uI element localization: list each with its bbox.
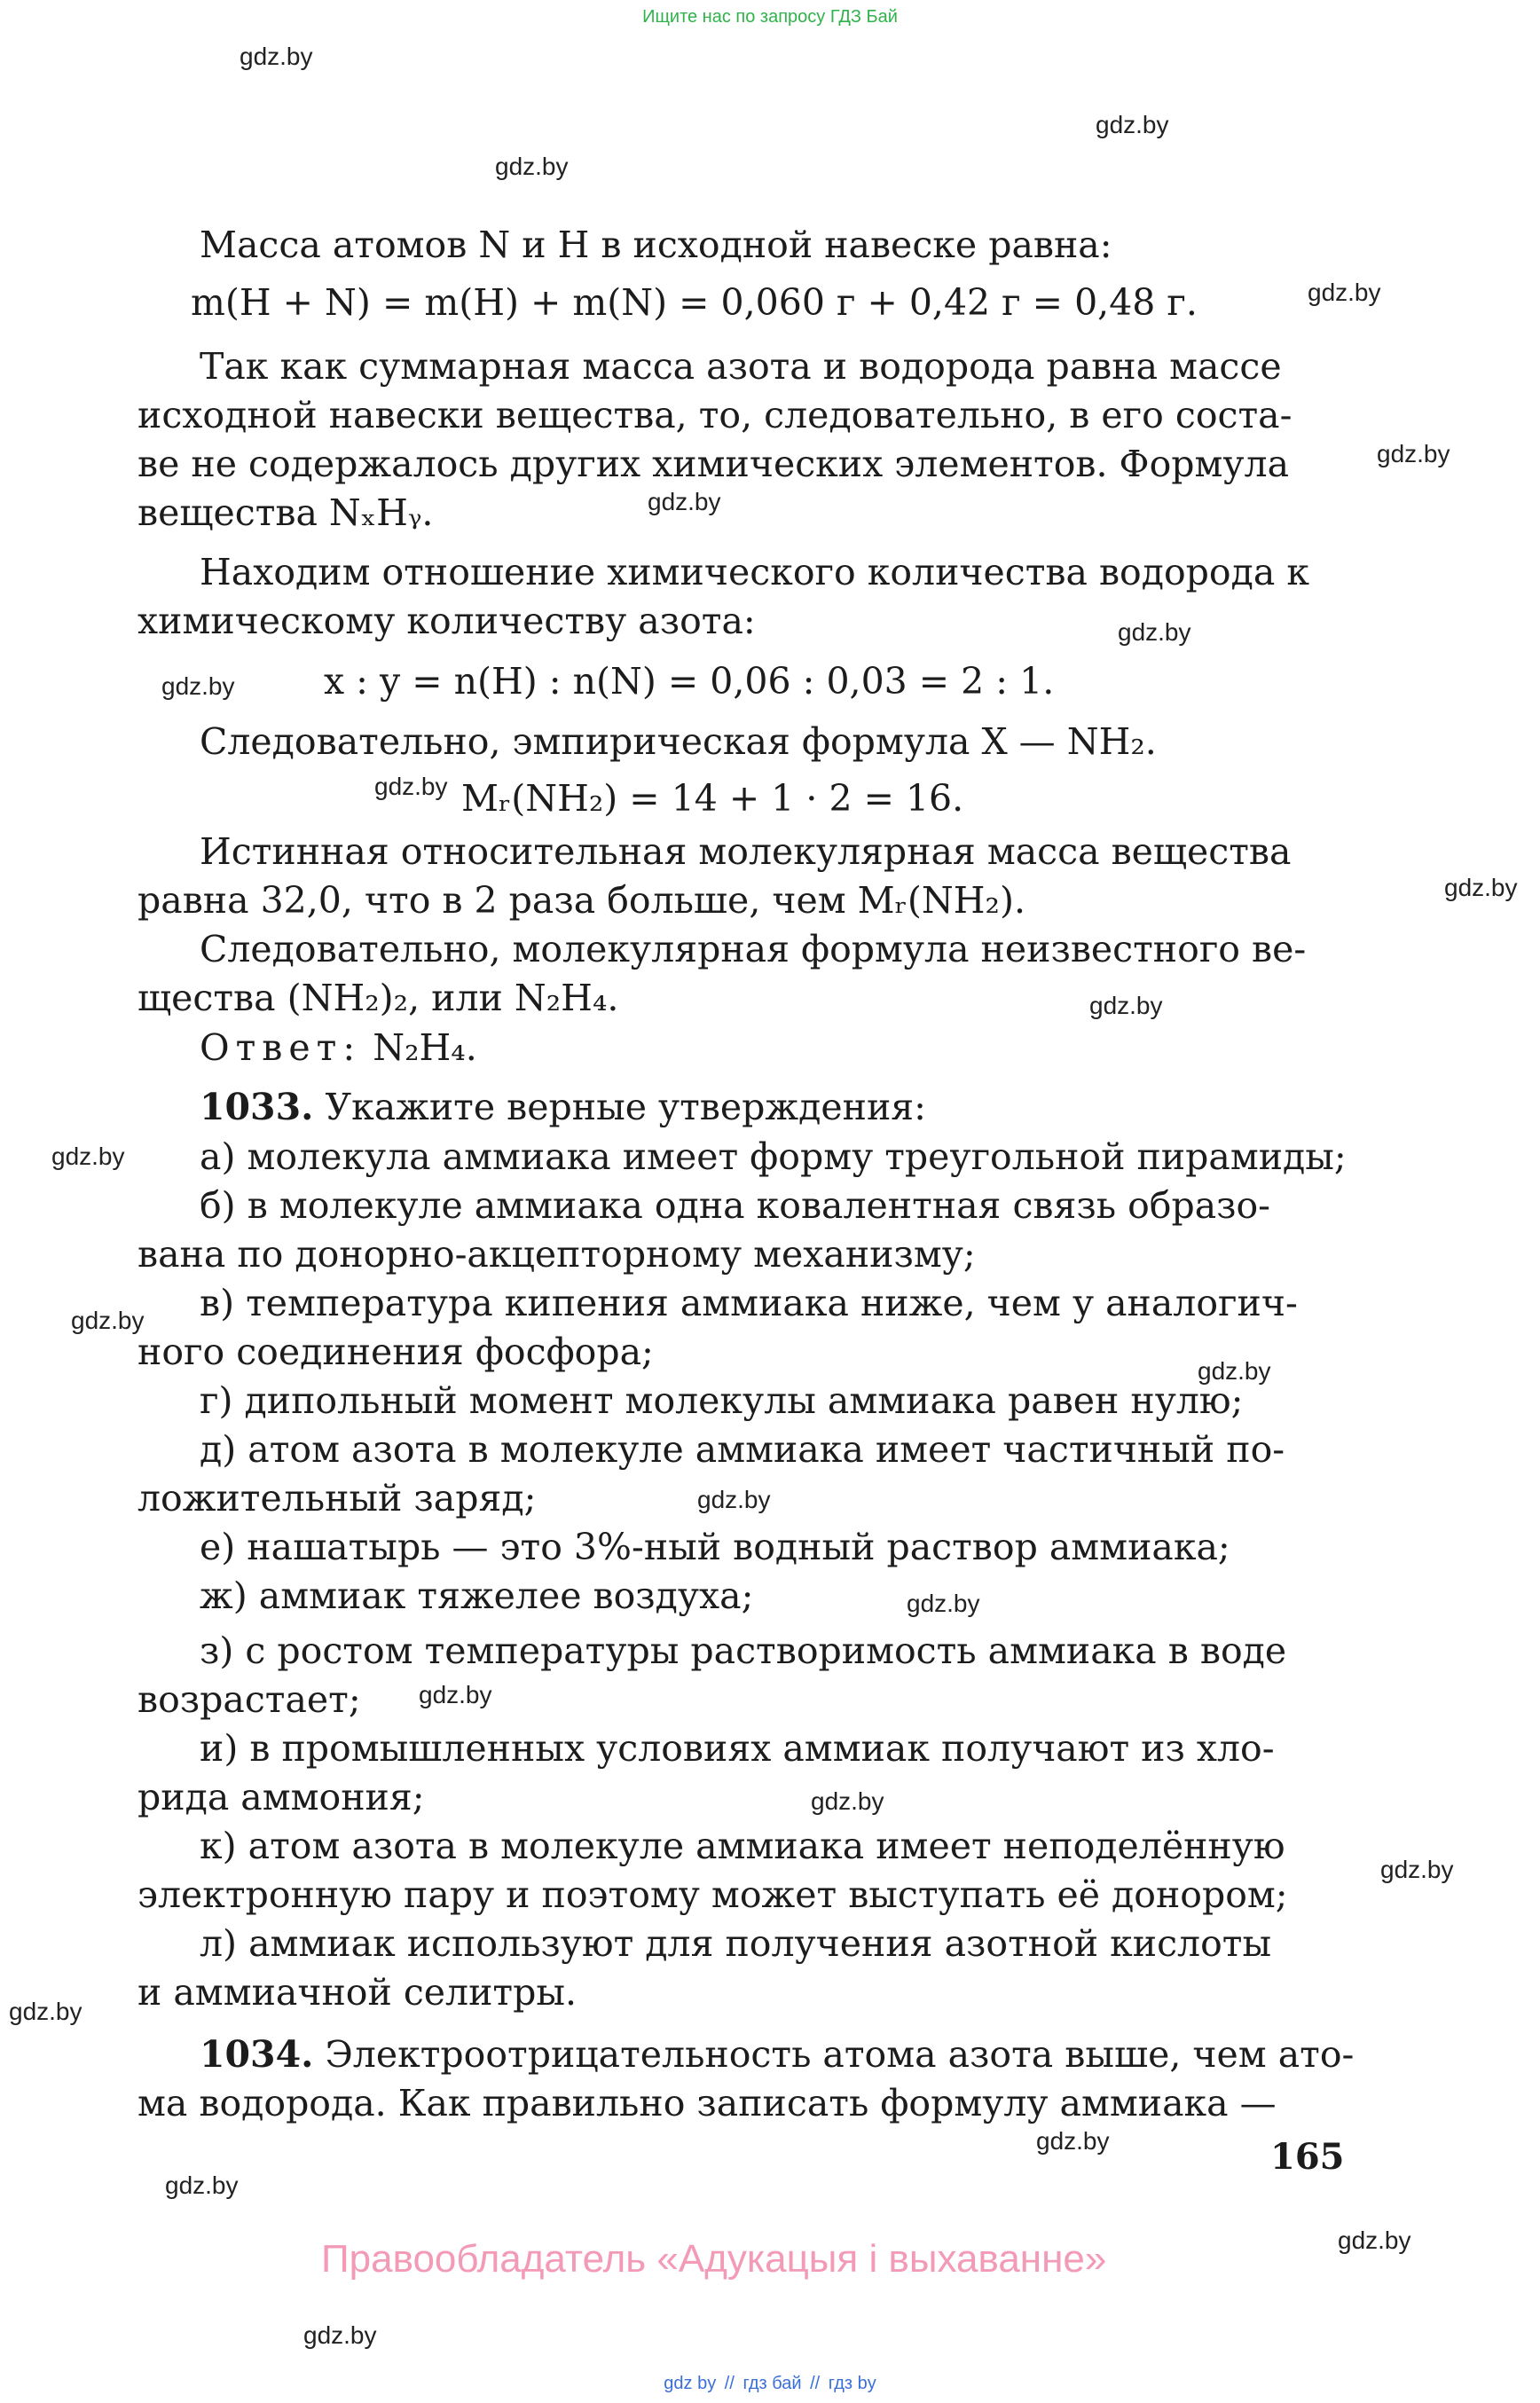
option-i: и) в промышленных условиях аммиак получают из хло- [200, 1727, 1275, 1770]
watermark: gdz.by [1118, 618, 1191, 646]
watermark: gdz.by [697, 1486, 771, 1513]
task-number: 1033. [200, 1086, 314, 1128]
answer-label: Ответ: [200, 1026, 362, 1069]
option-d: д) атом азота в молекуле аммиака имеет частичный по- [200, 1428, 1285, 1471]
watermark: gdz.by [1338, 2226, 1411, 2254]
task-1033-heading [200, 1082, 926, 1132]
option-z: з) с ростом температуры растворимость аммиака в воде [200, 1629, 1287, 1672]
watermark: gdz.by [1089, 992, 1163, 1019]
watermark: gdz.by [1444, 874, 1518, 901]
watermark: gdz.by [419, 1681, 492, 1708]
watermark: gdz.by [374, 773, 448, 800]
text-line: Находим отношение химического количества водорода к [200, 551, 1309, 593]
option-i-cont: рида аммония; [138, 1776, 425, 1818]
footer-link[interactable]: gdz by [664, 2374, 717, 2393]
equation-ratio: x : y = n(H) : n(N) = 0,06 : 0,03 = 2 : 1. [324, 660, 1055, 703]
option-g: г) дипольный момент молекулы аммиака равен нулю; [200, 1379, 1244, 1422]
option-v-cont: ного соединения фосфора; [138, 1331, 654, 1373]
footer-link[interactable]: гдз by [828, 2374, 876, 2393]
option-v: в) температура кипения аммиака ниже, чем у аналогич- [200, 1282, 1298, 1324]
text-line: Следовательно, молекулярная формула неизвестного ве- [200, 928, 1307, 970]
answer-line [200, 1023, 477, 1072]
watermark: gdz.by [240, 43, 313, 70]
option-z-cont: возрастает; [138, 1678, 361, 1721]
text-line: щества (NH₂)₂, или N₂H₄. [138, 977, 619, 1019]
watermark: gdz.by [648, 488, 721, 515]
watermark: gdz.by [1380, 1856, 1454, 1883]
text-line: Следовательно, эмпирическая формула X — NH₂. [200, 720, 1157, 763]
equation-mass: m(H + N) = m(H) + m(N) = 0,060 г + 0,42 г = 0,48 г. [191, 281, 1198, 324]
watermark: gdz.by [165, 2171, 239, 2199]
task-1034-cont: ма водорода. Как правильно записать формулу аммиака — [138, 2082, 1277, 2124]
page-number: 165 [1270, 2136, 1345, 2178]
text-line: вещества NₓHᵧ. [138, 491, 434, 534]
option-b: б) в молекуле аммиака одна ковалентная связь образо- [200, 1184, 1271, 1227]
watermark: gdz.by [907, 1590, 980, 1617]
watermark: gdz.by [51, 1143, 125, 1170]
text-line: исходной навески вещества, то, следовательно, в его соста- [138, 394, 1292, 436]
text-line: ве не содержалось других химических элементов. Формула [138, 443, 1290, 485]
text-line: Так как суммарная масса азота и водорода равна массе [200, 345, 1282, 388]
watermark: gdz.by [1377, 440, 1450, 467]
option-e: е) нашатырь — это 3%-ный водный раствор аммиака; [200, 1526, 1230, 1568]
watermark: gdz.by [1096, 111, 1169, 138]
option-l: л) аммиак используют для получения азотной кислоты [200, 1922, 1272, 1965]
answer-value: N₂H₄. [373, 1026, 477, 1069]
task-text: Укажите верные утверждения: [325, 1086, 926, 1128]
watermark: gdz.by [303, 2321, 377, 2349]
text-line: равна 32,0, что в 2 раза больше, чем Mᵣ(NH₂). [138, 879, 1025, 922]
task-1034-heading [200, 2030, 1354, 2079]
option-k: к) атом азота в молекуле аммиака имеет неподелённую [200, 1825, 1285, 1867]
option-d-cont: ложительный заряд; [138, 1477, 537, 1520]
option-zh: ж) аммиак тяжелее воздуха; [200, 1575, 754, 1617]
option-k-cont: электронную пару и поэтому может выступать её донором; [138, 1873, 1288, 1916]
top-banner[interactable]: Ищите нас по запросу ГДЗ Бай [642, 7, 898, 27]
watermark: gdz.by [1198, 1357, 1271, 1385]
watermark: gdz.by [1036, 2127, 1110, 2155]
watermark: gdz.by [495, 153, 569, 180]
footer-links [0, 2374, 1540, 2394]
watermark: gdz.by [9, 1998, 82, 2025]
footer-separator: // [724, 2374, 735, 2393]
equation-mr: Mᵣ(NH₂) = 14 + 1 · 2 = 16. [461, 777, 964, 820]
text-line: Истинная относительная молекулярная масса вещества [200, 830, 1292, 873]
option-a: а) молекула аммиака имеет форму треугольной пирамиды; [200, 1135, 1347, 1178]
watermark: gdz.by [71, 1307, 145, 1334]
task-text: Электроотрицательность атома азота выше, чем ато- [325, 2033, 1355, 2076]
option-l-cont: и аммиачной селитры. [138, 1971, 578, 2014]
watermark: gdz.by [161, 672, 235, 700]
option-b-cont: вана по донорно-акцепторному механизму; [138, 1233, 976, 1276]
footer-link[interactable]: гдз бай [742, 2374, 802, 2393]
task-number: 1034. [200, 2033, 314, 2076]
text-line: химическому количеству азота: [138, 600, 756, 642]
watermark: gdz.by [811, 1787, 884, 1815]
footer-separator: // [810, 2374, 821, 2393]
watermark: gdz.by [1308, 279, 1381, 306]
text-line: Масса атомов N и H в исходной навеске равна: [200, 224, 1112, 266]
copyright-notice: Правообладатель «Адукацыя і выхаванне» [321, 2237, 1107, 2281]
